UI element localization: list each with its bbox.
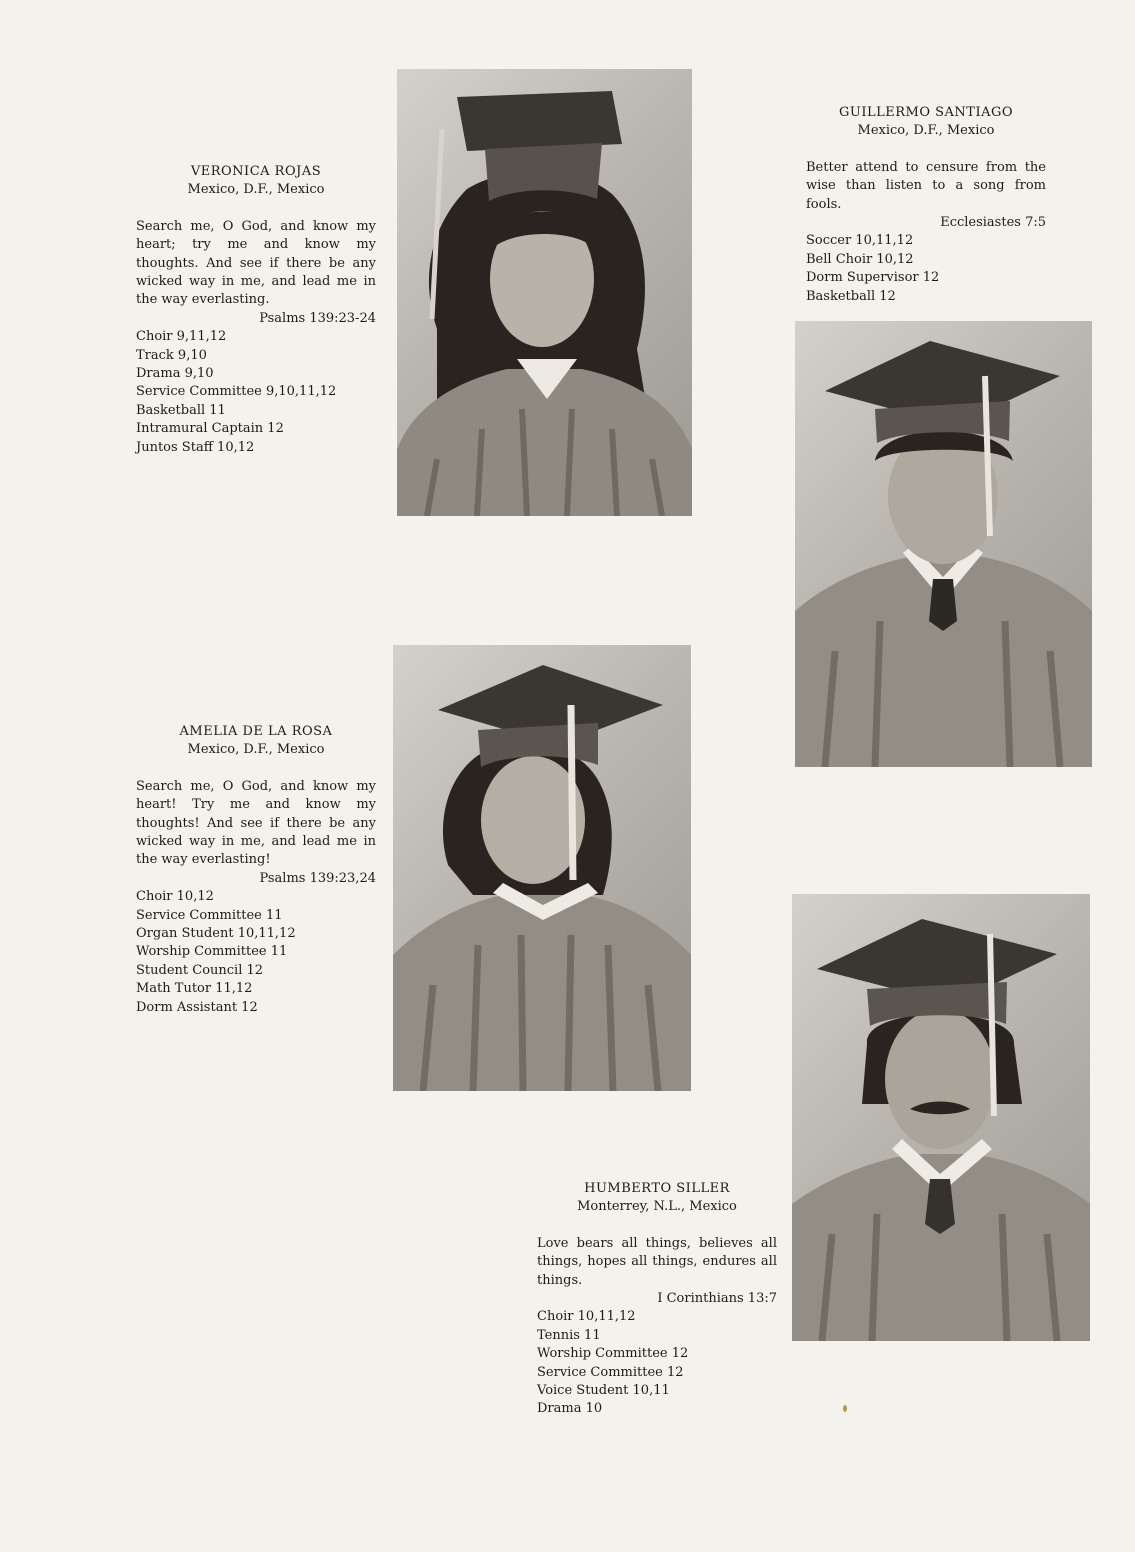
activity-item: Intramural Captain 12 [136, 421, 284, 437]
senior-portrait-photo [393, 645, 691, 1091]
senior-portrait-photo [795, 321, 1092, 767]
activity-item: Juntos Staff 10,12 [136, 439, 255, 455]
activity-item: Dorm Supervisor 12 [806, 270, 940, 286]
quote-reference: Ecclesiastes 7:5 [940, 215, 1046, 231]
activity-item: Student Council 12 [136, 962, 264, 978]
activity-item: Tennis 11 [537, 1327, 601, 1343]
activity-item: Service Committee 11 [136, 907, 283, 923]
senior-portrait-photo [397, 69, 692, 516]
quote-reference: Psalms 139:23,24 [259, 870, 376, 886]
student-quote: Better attend to censure from the wise than listen to a song from fools. [806, 159, 1046, 212]
activity-item: Basketball 12 [806, 288, 896, 304]
activity-item: Choir 9,11,12 [136, 329, 227, 345]
activity-item: Voice Student 10,11 [537, 1383, 670, 1399]
senior-entry [806, 104, 1046, 306]
activity-item: Service Committee 12 [537, 1364, 684, 1380]
activity-item: Basketball 11 [136, 402, 226, 418]
student-hometown: Mexico, D.F., Mexico [187, 742, 325, 758]
student-name: VERONICA ROJAS [190, 164, 322, 179]
activity-item: Service Committee 9,10,11,12 [136, 384, 337, 400]
activity-item: Math Tutor 11,12 [136, 981, 253, 997]
activity-item: Dorm Assistant 12 [136, 999, 258, 1015]
senior-entry [537, 1180, 777, 1419]
activity-list [136, 888, 376, 1017]
student-hometown: Monterrey, N.L., Mexico [577, 1199, 737, 1215]
student-quote: Search me, O God, and know my heart! Try me and know my thoughts! And see if there be any wicked way in me, and lead me in the way everlasting! [136, 778, 376, 868]
activity-item: Bell Choir 10,12 [806, 251, 914, 267]
student-quote: Love bears all things, believes all things, hopes all things, endures all things. [537, 1235, 777, 1288]
paper-speck [843, 1405, 847, 1412]
student-quote: Search me, O God, and know my heart; try me and know my thoughts. And see if there be any wicked way in me, and lead me in the way everlasting. [136, 218, 376, 308]
activity-item: Track 9,10 [136, 347, 207, 363]
student-hometown: Mexico, D.F., Mexico [187, 182, 325, 198]
activity-item: Worship Committee 11 [136, 944, 288, 960]
activity-item: Worship Committee 12 [537, 1346, 689, 1362]
activity-item: Choir 10,12 [136, 889, 214, 905]
student-name: HUMBERTO SILLER [584, 1181, 730, 1196]
activity-list [806, 232, 1046, 306]
quote-reference: I Corinthians 13:7 [657, 1291, 777, 1307]
activity-item: Choir 10,11,12 [537, 1309, 636, 1325]
senior-entry [136, 163, 376, 457]
activity-item: Soccer 10,11,12 [806, 233, 914, 249]
student-name: GUILLERMO SANTIAGO [838, 105, 1014, 120]
quote-reference: Psalms 139:23-24 [259, 310, 376, 326]
student-hometown: Mexico, D.F., Mexico [857, 123, 995, 139]
activity-item: Organ Student 10,11,12 [136, 926, 296, 942]
activity-list [537, 1308, 777, 1418]
activity-item: Drama 10 [537, 1401, 603, 1417]
student-name: AMELIA DE LA ROSA [179, 724, 333, 739]
activity-item: Drama 9,10 [136, 366, 214, 382]
activity-list [136, 328, 376, 457]
senior-portrait-photo [792, 894, 1090, 1341]
senior-entry [136, 723, 376, 1017]
